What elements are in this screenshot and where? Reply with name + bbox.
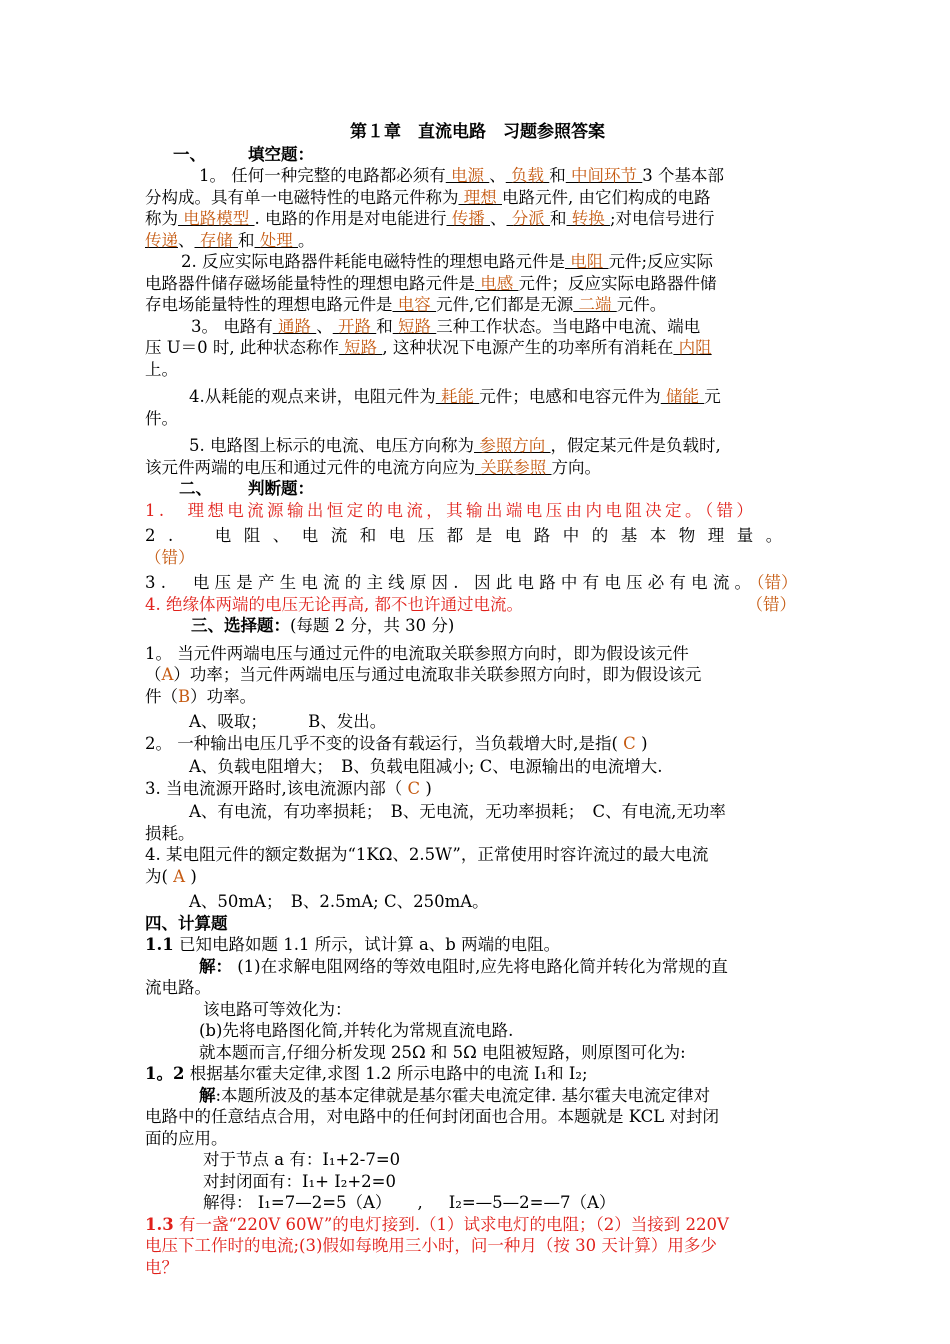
answer: A: [161, 665, 174, 684]
judge-text: 4. 绝缘体两端的电压无论再高, 都不也许通过电流。: [145, 594, 523, 614]
text: ): [641, 733, 648, 753]
answer: 传递: [145, 230, 178, 250]
judge-list: [145, 500, 810, 616]
text: 、: [490, 209, 507, 228]
problem-1-1: [145, 934, 810, 1063]
text: ): [425, 778, 432, 798]
text: 。: [298, 230, 315, 250]
options: A、有电流，有功率损耗； B、无电流，无功率损耗； C、有电流,无功率: [189, 802, 726, 821]
text: ）功率；当元件两端电压与通过电流取非关联参照方向时，即为假设该元: [173, 665, 702, 684]
section-title: 判断题：: [248, 479, 314, 498]
text: 4. 某电阻元件的额定数据为“1KΩ、2.5W”，正常使用时容许流过的最大电流: [145, 845, 709, 864]
page-title: 第１章 直流电路 习题参照答案: [350, 122, 605, 142]
answer: 电路模型: [178, 209, 255, 228]
section-4-heading: 四、计算题: [145, 913, 228, 933]
section-number: 二、: [179, 479, 212, 498]
text: 3 个基本部: [642, 166, 724, 185]
text: 和: [550, 209, 567, 228]
answer: 存储: [194, 230, 238, 250]
problem-text: 已知电路如题 1.1 所示，试计算 a、b 两端的电阻。: [178, 935, 561, 954]
answer: C: [617, 733, 642, 753]
answer: 电容: [392, 295, 436, 314]
text: 、: [489, 166, 506, 185]
document-page: [145, 122, 810, 1278]
text: 和: [549, 166, 566, 185]
text: 方向。: [551, 457, 601, 477]
answer: 中间环节: [565, 166, 643, 185]
answer: 内阻: [673, 338, 712, 357]
question-5: [145, 435, 810, 478]
judge-mark: （错）: [756, 573, 798, 592]
answer: 分派: [506, 209, 550, 228]
question-3: [145, 316, 810, 381]
section-title: 三、选择题：: [191, 616, 290, 635]
text: 该电路可等效化为：: [203, 999, 352, 1019]
answer: 通路: [272, 316, 317, 336]
text: :本题所波及的基本定律就是基尔霍夫电流定律. 基尔霍夫电流定律对: [215, 1085, 711, 1105]
text: 4.从耗能的观点来讲，电阻元件为: [189, 387, 436, 406]
text: （: [145, 665, 162, 684]
problem-1-2: [145, 1063, 810, 1214]
answer: 短路: [338, 338, 383, 357]
text: 为(: [145, 866, 168, 886]
judge-item: [145, 594, 810, 616]
judge-item: [145, 525, 810, 568]
choice-2: [145, 733, 810, 778]
answer: B: [178, 686, 191, 706]
text: 电路中的任意结点合用，对电路中的任何封闭面也合用。本题就是 KCL 对封闭: [145, 1107, 719, 1126]
text: 上。: [145, 359, 178, 379]
options: A、50mA； B、2.5mA; C、250mA。: [189, 892, 489, 911]
problem-text: 电？: [145, 1257, 178, 1277]
text: 元: [704, 387, 721, 406]
text: (1)在求解电阻网络的等效电阻时,应先将电路化简并转化为常规的直: [232, 956, 728, 976]
answer: 短路: [392, 316, 437, 336]
text: ，假定某元件是负载时,: [550, 436, 721, 455]
equation: 解得： I₁=7—2=5（A）: [203, 1193, 392, 1212]
text: 1。 当元件两端电压与通过元件的电流取关联参照方向时，即为假设该元件: [145, 643, 689, 663]
problem-text: 有一盏“220V 60W”的电灯接到.（1）试求电灯的电阻；（2）当接到 220V: [178, 1214, 729, 1234]
problem-number: 1.3: [145, 1214, 174, 1234]
text: 就本题而言,仔细分析发现 25Ω 和 5Ω 电阻被短路，则原图可化为:: [199, 1042, 686, 1062]
judge-item: [145, 572, 810, 594]
question-1: [145, 165, 810, 251]
judge-item: [145, 500, 810, 522]
text: 元件；反应实际电路器件储: [518, 273, 717, 293]
answer: 电阻: [565, 252, 609, 271]
problem-text: 根据基尔霍夫定律,求图 1.2 所示电路中的电流 I₁和 I₂;: [189, 1064, 588, 1083]
answer: 电感: [475, 273, 519, 293]
answer: 储能: [660, 387, 705, 406]
text: 件（: [145, 686, 178, 706]
text: 元件；电感和电容元件为: [479, 387, 661, 406]
text: 电路元件, 由它们构成的电路: [502, 187, 711, 207]
section-note: (每题 2 分，共 30 分): [290, 616, 455, 635]
question-2: [145, 251, 810, 316]
choice-1: [145, 643, 810, 733]
section-3-heading: [145, 615, 810, 637]
text: 三种工作状态。当电路中电流、端电: [436, 316, 701, 336]
text: 3. 当电流源开路时,该电流源内部（: [145, 778, 403, 798]
text: 和: [238, 230, 255, 250]
section-number: 一、: [173, 144, 206, 164]
equation: 对封闭面有：I₁+ I₂+2=0: [203, 1171, 396, 1191]
answer: 耗能: [435, 387, 480, 406]
problem-number: 1。2: [145, 1064, 185, 1083]
problem-number: 1.1: [145, 935, 174, 954]
problem-1-3: [145, 1214, 810, 1279]
answer: 转换: [566, 209, 610, 228]
text: , 这种状况下电源产生的功率所有消耗在: [382, 338, 674, 357]
answer: 电源: [445, 166, 490, 185]
judge-mark: （错）: [704, 500, 757, 520]
text: 压 U＝0 时, 此种状态称作: [145, 338, 339, 357]
text: 面的应用。: [145, 1128, 228, 1148]
answer: 处理: [254, 230, 298, 250]
choice-3: [145, 778, 810, 845]
text: 1。 任何一种完整的电路都必须有: [199, 166, 446, 185]
answer: 理想: [458, 187, 502, 207]
judge-mark: （错）: [746, 594, 796, 614]
text: . 电路的作用是对电能进行: [254, 209, 447, 228]
solution-label: 解：: [199, 956, 232, 976]
text: 2。 一种输出电压几乎不变的设备有载运行，当负载增大时,是指(: [145, 733, 618, 753]
text: (b)先将电路图化简,并转化为常规直流电路.: [199, 1021, 514, 1040]
text: ）功率。: [190, 686, 257, 706]
problem-text: 电压下工作时的电流;(3)假如每晚用三小时，问一种月（按 30 天计算）用多少: [145, 1236, 717, 1255]
text: ;对电信号进行: [610, 209, 715, 228]
solution-label: 解: [199, 1085, 216, 1105]
text: 分构成。具有单一电磁特性的电路元件称为: [145, 187, 459, 207]
equation: 对于节点 a 有：I₁+2-7=0: [203, 1150, 401, 1169]
answer: 负载: [505, 166, 550, 185]
answer: 参照方向: [474, 436, 551, 455]
text: 5. 电路图上标示的电流、电压方向称为: [189, 436, 474, 455]
text: 存电场能量特性的理想电路元件是: [145, 295, 393, 314]
answer: 传播: [446, 209, 490, 228]
equation: I₂=—5—2=—7（A）: [448, 1193, 616, 1212]
text: ): [190, 866, 197, 886]
answer: 二端: [573, 295, 617, 314]
judge-mark: （错）: [145, 547, 195, 567]
question-4: [145, 386, 810, 429]
text: 流电路。: [145, 978, 211, 997]
text: 该元件两端的电压和通过元件的电流方向应为: [145, 457, 475, 477]
text: 、: [316, 316, 333, 336]
options: A、负载电阻增大； B、负载电阻减小; C、电源输出的电流增大.: [189, 757, 663, 776]
text: 、: [178, 230, 195, 250]
answer: C: [402, 778, 426, 798]
section-2-heading: [145, 478, 810, 500]
text: 和: [376, 316, 393, 336]
text: 件。: [145, 408, 178, 428]
text: 损耗。: [145, 823, 195, 843]
text: 电路器件储存磁场能量特性的理想电路元件是: [145, 273, 475, 293]
judge-text: 1. 理想电流源输出恒定的电流，其输出端电压由内电阻决定。: [145, 500, 705, 520]
section-1-heading: [145, 144, 810, 166]
judge-text: 3. 电压是产生电流的主线原因. 因此电路中有电压必有电流。: [145, 573, 757, 592]
text: 2. 反应实际电路器件耗能电磁特性的理想电路元件是: [181, 252, 565, 271]
text: ,: [417, 1193, 423, 1212]
answer: A: [167, 866, 191, 886]
text: 元件。: [616, 295, 667, 314]
section-title: 填空题：: [248, 144, 314, 164]
answer: 关联参照: [475, 457, 552, 477]
text: 元件;反应实际: [608, 252, 714, 271]
text: 称为: [145, 209, 178, 228]
answer: 开路: [332, 316, 377, 336]
choice-4: [145, 844, 810, 913]
options: A、吸取； B、发出。: [189, 712, 387, 731]
text: 3。 电路有: [191, 316, 273, 336]
text: 元件,它们都是无源: [436, 295, 574, 314]
judge-text: 2. 电阻、电流和电压都是电路中的基本物理量。: [145, 526, 795, 545]
